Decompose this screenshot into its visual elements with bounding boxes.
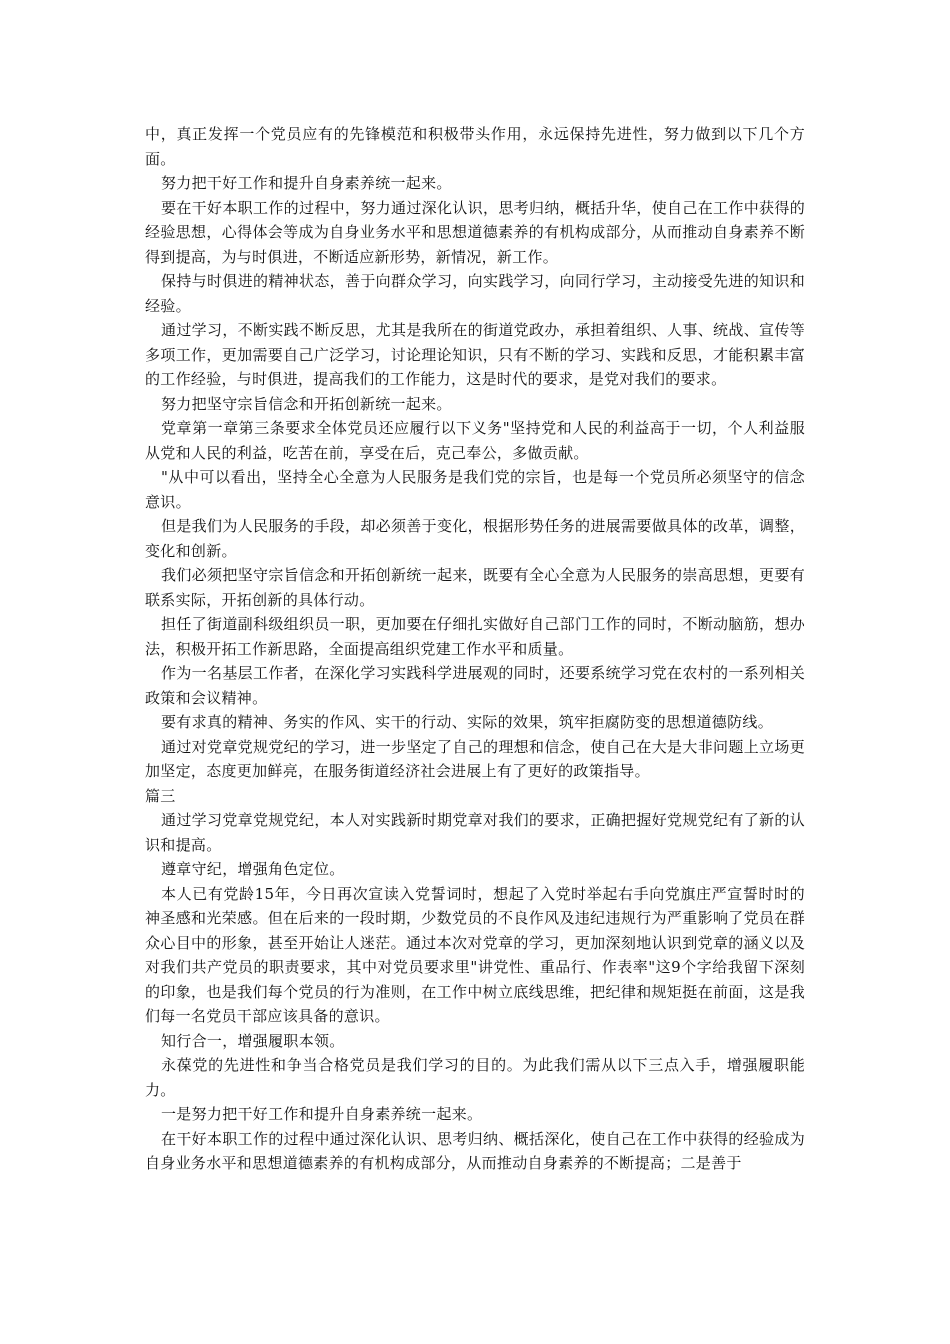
- paragraph-6: 努力把坚守宗旨信念和开拓创新统一起来。: [161, 394, 452, 413]
- paragraph-9: 但是我们为人民服务的手段，却必须善于变化，根据形势任务的进展需要做具体的改革，调整，变化和创新。: [145, 517, 805, 560]
- paragraph-19: 知行合一，增强履职本领。: [161, 1031, 345, 1050]
- paragraph-17: 遵章守纪，增强角色定位。: [161, 860, 345, 878]
- paragraph-10: 我们必须把坚守宗旨信念和开拓创新统一起来，既要有全心全意为人民服务的崇高思想，更要有联系实际，开拓创新的具体行动。: [145, 566, 805, 609]
- paragraph-14: 通过对党章党规党纪的学习，进一步坚定了自己的理想和信念，使自己在大是大非问题上立场更加坚定，态度更加鲜亮，在服务街道经济社会进展上有了更好的政策指导。: [145, 737, 805, 780]
- section-heading: 篇三: [145, 786, 176, 805]
- paragraph-5: 通过学习，不断实践不断反思，尤其是我所在的街道党政办，承担着组织、人事、统战、宣传等多项工作，更加需要自己广泛学习，讨论理论知识，只有不断的学习、实践和反思，才能积累丰富的工作经验，与时俱进，提高我们的工作能力，这是时代的要求，是党对我们的要求。: [145, 321, 805, 388]
- paragraph-20: 永葆党的先进性和争当合格党员是我们学习的目的。为此我们需从以下三点入手，增强履职能力。: [145, 1056, 805, 1099]
- paragraph-1: 中，真正发挥一个党员应有的先锋模范和积极带头作用，永远保持先进性，努力做到以下几个方面。: [145, 125, 805, 168]
- paragraph-18: 本人已有党龄15年，今日再次宣读入党誓词时，想起了入党时举起右手向党旗庄严宣誓时时的神圣感和光荣感。但在后来的一段时期，少数党员的不良作风及违纪违规行为严重影响了党员在群众心目中的形象，甚至开始让人迷茫。通过本次对党章的学习，更加深刻地认识到党章的涵义以及对我们共产党员的职责要求，其中对党员要求里"讲党性、重品行、作表率"这9个字给我留下深刻的印象，也是我们每个党员的行为准则，在工作中树立底线思维，把纪律和规矩挺在前面，这是我们每一名党员干部应该具备的意识。: [145, 884, 805, 1025]
- paragraph-3: 要在干好本职工作的过程中，努力通过深化认识，思考归纳，概括升华，使自己在工作中获得的经验思想，心得体会等成为自身业务水平和思想道德素养的有机构成部分，从而推动自身素养不断得到提高，为与时俱进，不断适应新形势，新情况，新工作。: [145, 198, 805, 266]
- paragraph-12: 作为一名基层工作者，在深化学习实践科学进展观的同时，还要系统学习党在农村的一系列相关政策和会议精神。: [145, 664, 805, 707]
- paragraph-2: 努力把干好工作和提升自身素养统一起来。: [161, 174, 452, 192]
- paragraph-21: 一是努力把干好工作和提升自身素养统一起来。: [161, 1105, 483, 1123]
- paragraph-8: "从中可以看出，坚持全心全意为人民服务是我们党的宗旨，也是每一个党员所必须坚守的信念意识。: [145, 468, 805, 511]
- paragraph-22: 在干好本职工作的过程中通过深化认识、思考归纳、概括深化，使自己在工作中获得的经验成为自身业务水平和思想道德素养的有机构成部分，从而推动自身素养的不断提高；二是善于: [145, 1129, 805, 1172]
- paragraph-16: 通过学习党章党规党纪，本人对实践新时期党章对我们的要求，正确把握好党规党纪有了新的认识和提高。: [145, 811, 805, 854]
- document-body: [145, 122, 805, 1176]
- paragraph-11: 担任了街道副科级组织员一职，更加要在仔细扎实做好自己部门工作的同时，不断动脑筋，想办法，积极开拓工作新思路，全面提高组织党建工作水平和质量。: [145, 615, 805, 658]
- paragraph-4: 保持与时俱进的精神状态，善于向群众学习，向实践学习，向同行学习，主动接受先进的知识和经验。: [145, 272, 805, 315]
- paragraph-13: 要有求真的精神、务实的作风、实干的行动、实际的效果，筑牢拒腐防变的思想道德防线。: [161, 713, 774, 731]
- paragraph-7: 党章第一章第三条要求全体党员还应履行以下义务"坚持党和人民的利益高于一切，个人利益服从党和人民的利益，吃苦在前，享受在后，克己奉公，多做贡献。: [145, 419, 805, 462]
